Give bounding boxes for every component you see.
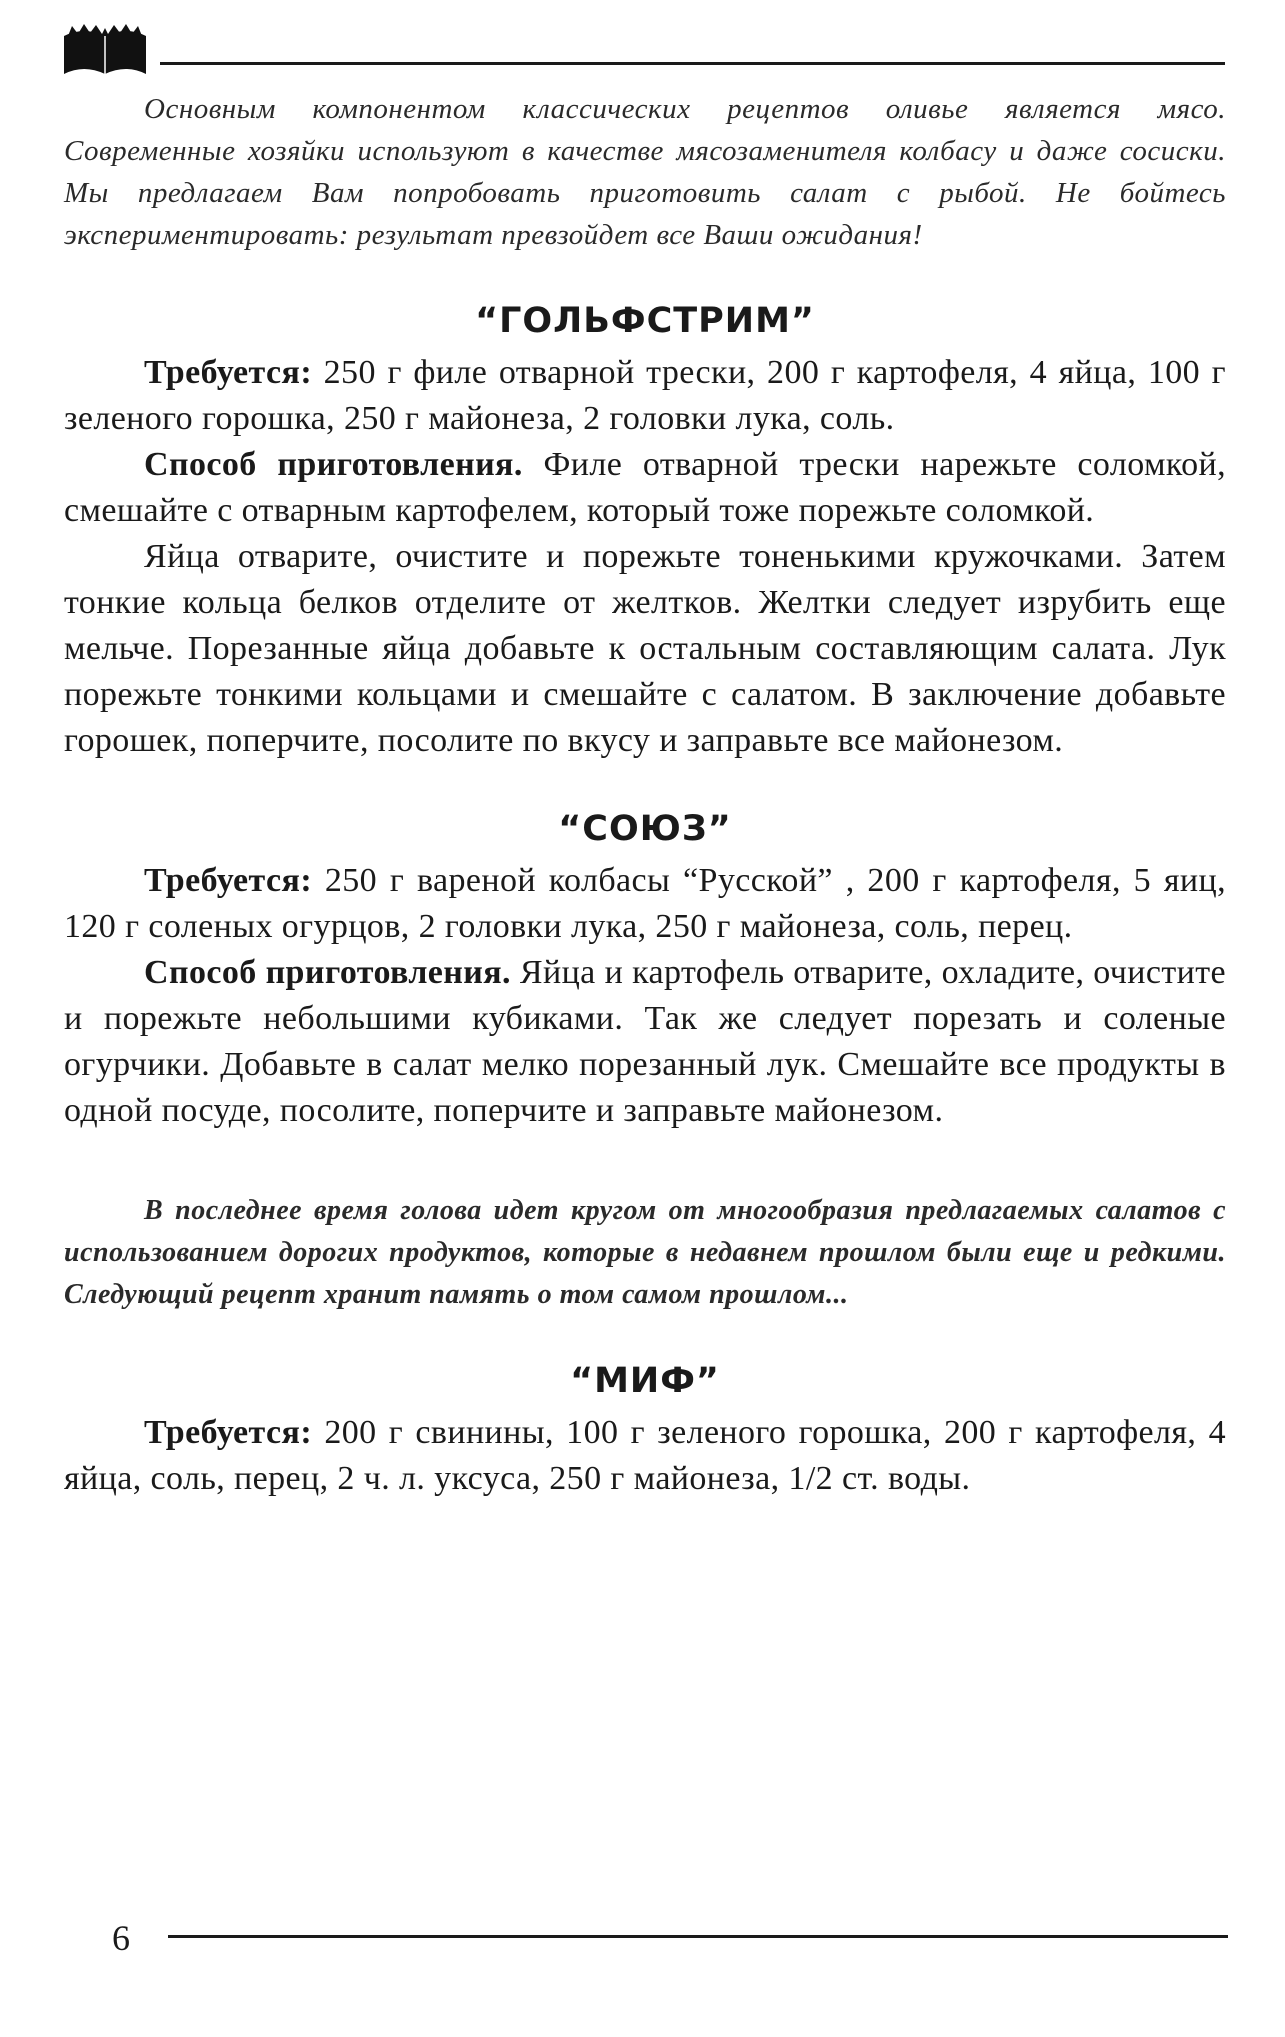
ingredients-text: 250 г филе отварной трески, 200 г картофеля, 4 яйца, 100 г зеленого горошка, 250 г майонеза, 2 головки лука, соль. [64,354,1226,437]
ingredients-paragraph [64,350,1226,442]
recipe-golfstream [64,298,1226,764]
ingredients-label: Требуется: [144,1414,313,1451]
intro-paragraph-2: В последнее время голова идет кругом от многообразия предлагаемых салатов с использованием дорогих продуктов, которые в недавнем прошлом были еще и редкими. Следующий рецепт хранит память о том самом прошлом... [64,1195,1226,1310]
page-content [64,88,1226,1502]
ingredients-text: 250 г вареной колбасы “Русской” , 200 г картофеля, 5 яиц, 120 г соленых огурцов, 2 головки лука, 250 г майонеза, соль, перец. [64,862,1226,945]
open-book-icon [62,22,148,78]
ingredients-text: 200 г свинины, 100 г зеленого горошка, 200 г картофеля, 4 яйца, соль, перец, 2 ч. л. уксуса, 250 г майонеза, 1/2 ст. воды. [64,1414,1226,1497]
ingredients-paragraph [64,858,1226,950]
method-text: Яйца и картофель отварите, охладите, очистите и порежьте небольшими кубиками. Так же следует порезать и соленые огурчики. Добавьте в салат мелко порезанный лук. Смешайте все продукты в одной посуде, посолите, поперчите и заправьте майонезом. [64,954,1226,1129]
method-continued-paragraph: Яйца отварите, очистите и порежьте тоненькими кружочками. Затем тонкие кольца белков отделите от желтков. Желтки следует изрубить еще мельче. Порезанные яйца добавьте к остальным составляющим салата. Лук порежьте тонкими кольцами и смешайте с салатом. В заключение добавьте горошек, поперчите, посолите по вкусу и заправьте все майонезом. [64,538,1226,759]
header-rule [160,62,1225,65]
recipe-title: “ГОЛЬФСТРИМ” [475,301,815,341]
ingredients-paragraph [64,1410,1226,1502]
recipe-title: “СОЮЗ” [558,809,732,849]
ingredients-label: Требуется: [144,354,313,391]
ingredients-label: Требуется: [144,862,313,899]
method-paragraph [64,950,1226,1134]
intro-paragraph: Основным компонентом классических рецептов оливье является мясо. Современные хозяйки используют в качестве мясозаменителя колбасу и даже сосиски. Мы предлагаем Вам попробовать приготовить салат с рыбой. Не бойтесь экспериментировать: результат превзойдет все Ваши ожидания! [64,93,1226,251]
method-label: Способ приготовления. [144,446,523,483]
method-label: Способ приготовления. [144,954,511,991]
footer-rule [168,1935,1228,1938]
recipe-soyuz [64,806,1226,1134]
method-text: Филе отварной трески нарежьте соломкой, смешайте с отварным картофелем, который тоже порежьте соломкой. [64,446,1227,529]
recipe-mif [64,1358,1226,1502]
page-number: 6 [112,1918,130,1958]
method-paragraph [64,442,1226,534]
recipe-title: “МИФ” [570,1361,720,1401]
